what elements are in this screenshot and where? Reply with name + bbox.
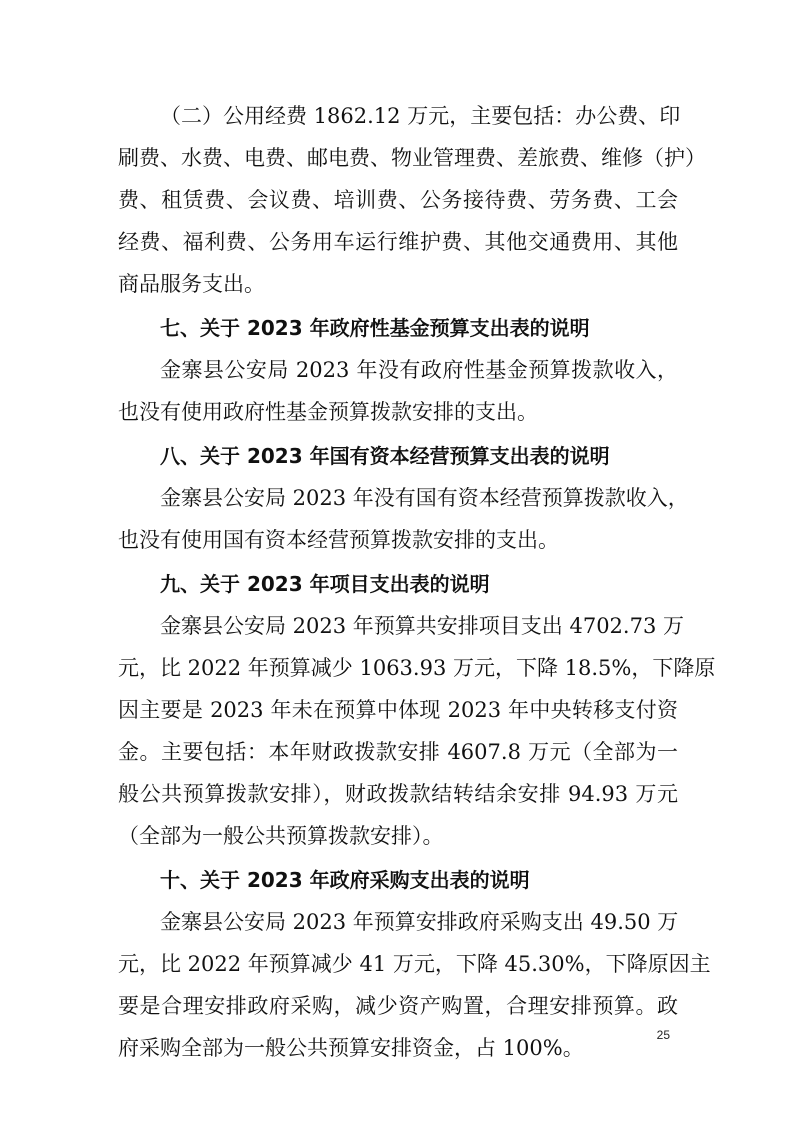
- section-heading: 七、关于 2023 年政府性基金预算支出表的说明: [160, 316, 590, 340]
- paragraph-line: 经费、福利费、公务用车运行维护费、其他交通费用、其他: [118, 230, 678, 254]
- paragraph-line: 金寨县公安局 2023 年没有政府性基金预算拨款收入，: [160, 358, 678, 382]
- section-heading: 九、关于 2023 年项目支出表的说明: [160, 572, 490, 596]
- paragraph-line: 元，比 2022 年预算减少 41 万元，下降 45.30%，下降原因主: [118, 952, 711, 976]
- paragraph-line: 因主要是 2023 年未在预算中体现 2023 年中央转移支付资: [118, 698, 678, 722]
- paragraph-line: 商品服务支出。: [118, 272, 265, 296]
- paragraph-line: 要是合理安排政府采购，减少资产购置，合理安排预算。政: [118, 994, 678, 1018]
- paragraph-line: 费、租赁费、会议费、培训费、公务接待费、劳务费、工会: [118, 188, 678, 212]
- paragraph-line: （全部为一般公共预算拨款安排）。: [118, 824, 444, 848]
- section-heading: 十、关于 2023 年政府采购支出表的说明: [160, 868, 530, 892]
- paragraph-line: 刷费、水费、电费、邮电费、物业管理费、差旅费、维修（护）: [118, 146, 706, 170]
- paragraph-line: 金寨县公安局 2023 年预算共安排项目支出 4702.73 万: [160, 614, 684, 638]
- paragraph-line: 金寨县公安局 2023 年没有国有资本经营预算拨款收入，: [160, 486, 689, 510]
- paragraph-line: （二）公用经费 1862.12 万元，主要包括：办公费、印: [160, 104, 681, 128]
- paragraph-line: 府采购全部为一般公共预算安排资金，占 100%。: [118, 1036, 584, 1060]
- page-number: 25: [656, 1028, 670, 1042]
- paragraph-line: 般公共预算拨款安排），财政拨款结转结余安排 94.93 万元: [118, 782, 678, 806]
- paragraph-line: 也没有使用国有资本经营预算拨款安排的支出。: [118, 528, 559, 552]
- section-heading: 八、关于 2023 年国有资本经营预算支出表的说明: [160, 444, 610, 468]
- paragraph-line: 金寨县公安局 2023 年预算安排政府采购支出 49.50 万: [160, 910, 679, 934]
- paragraph-line: 金。主要包括：本年财政拨款安排 4607.8 万元（全部为一: [118, 740, 678, 764]
- paragraph-line: 也没有使用政府性基金预算拨款安排的支出。: [118, 400, 538, 424]
- paragraph-line: 元，比 2022 年预算减少 1063.93 万元，下降 18.5%，下降原: [118, 656, 716, 680]
